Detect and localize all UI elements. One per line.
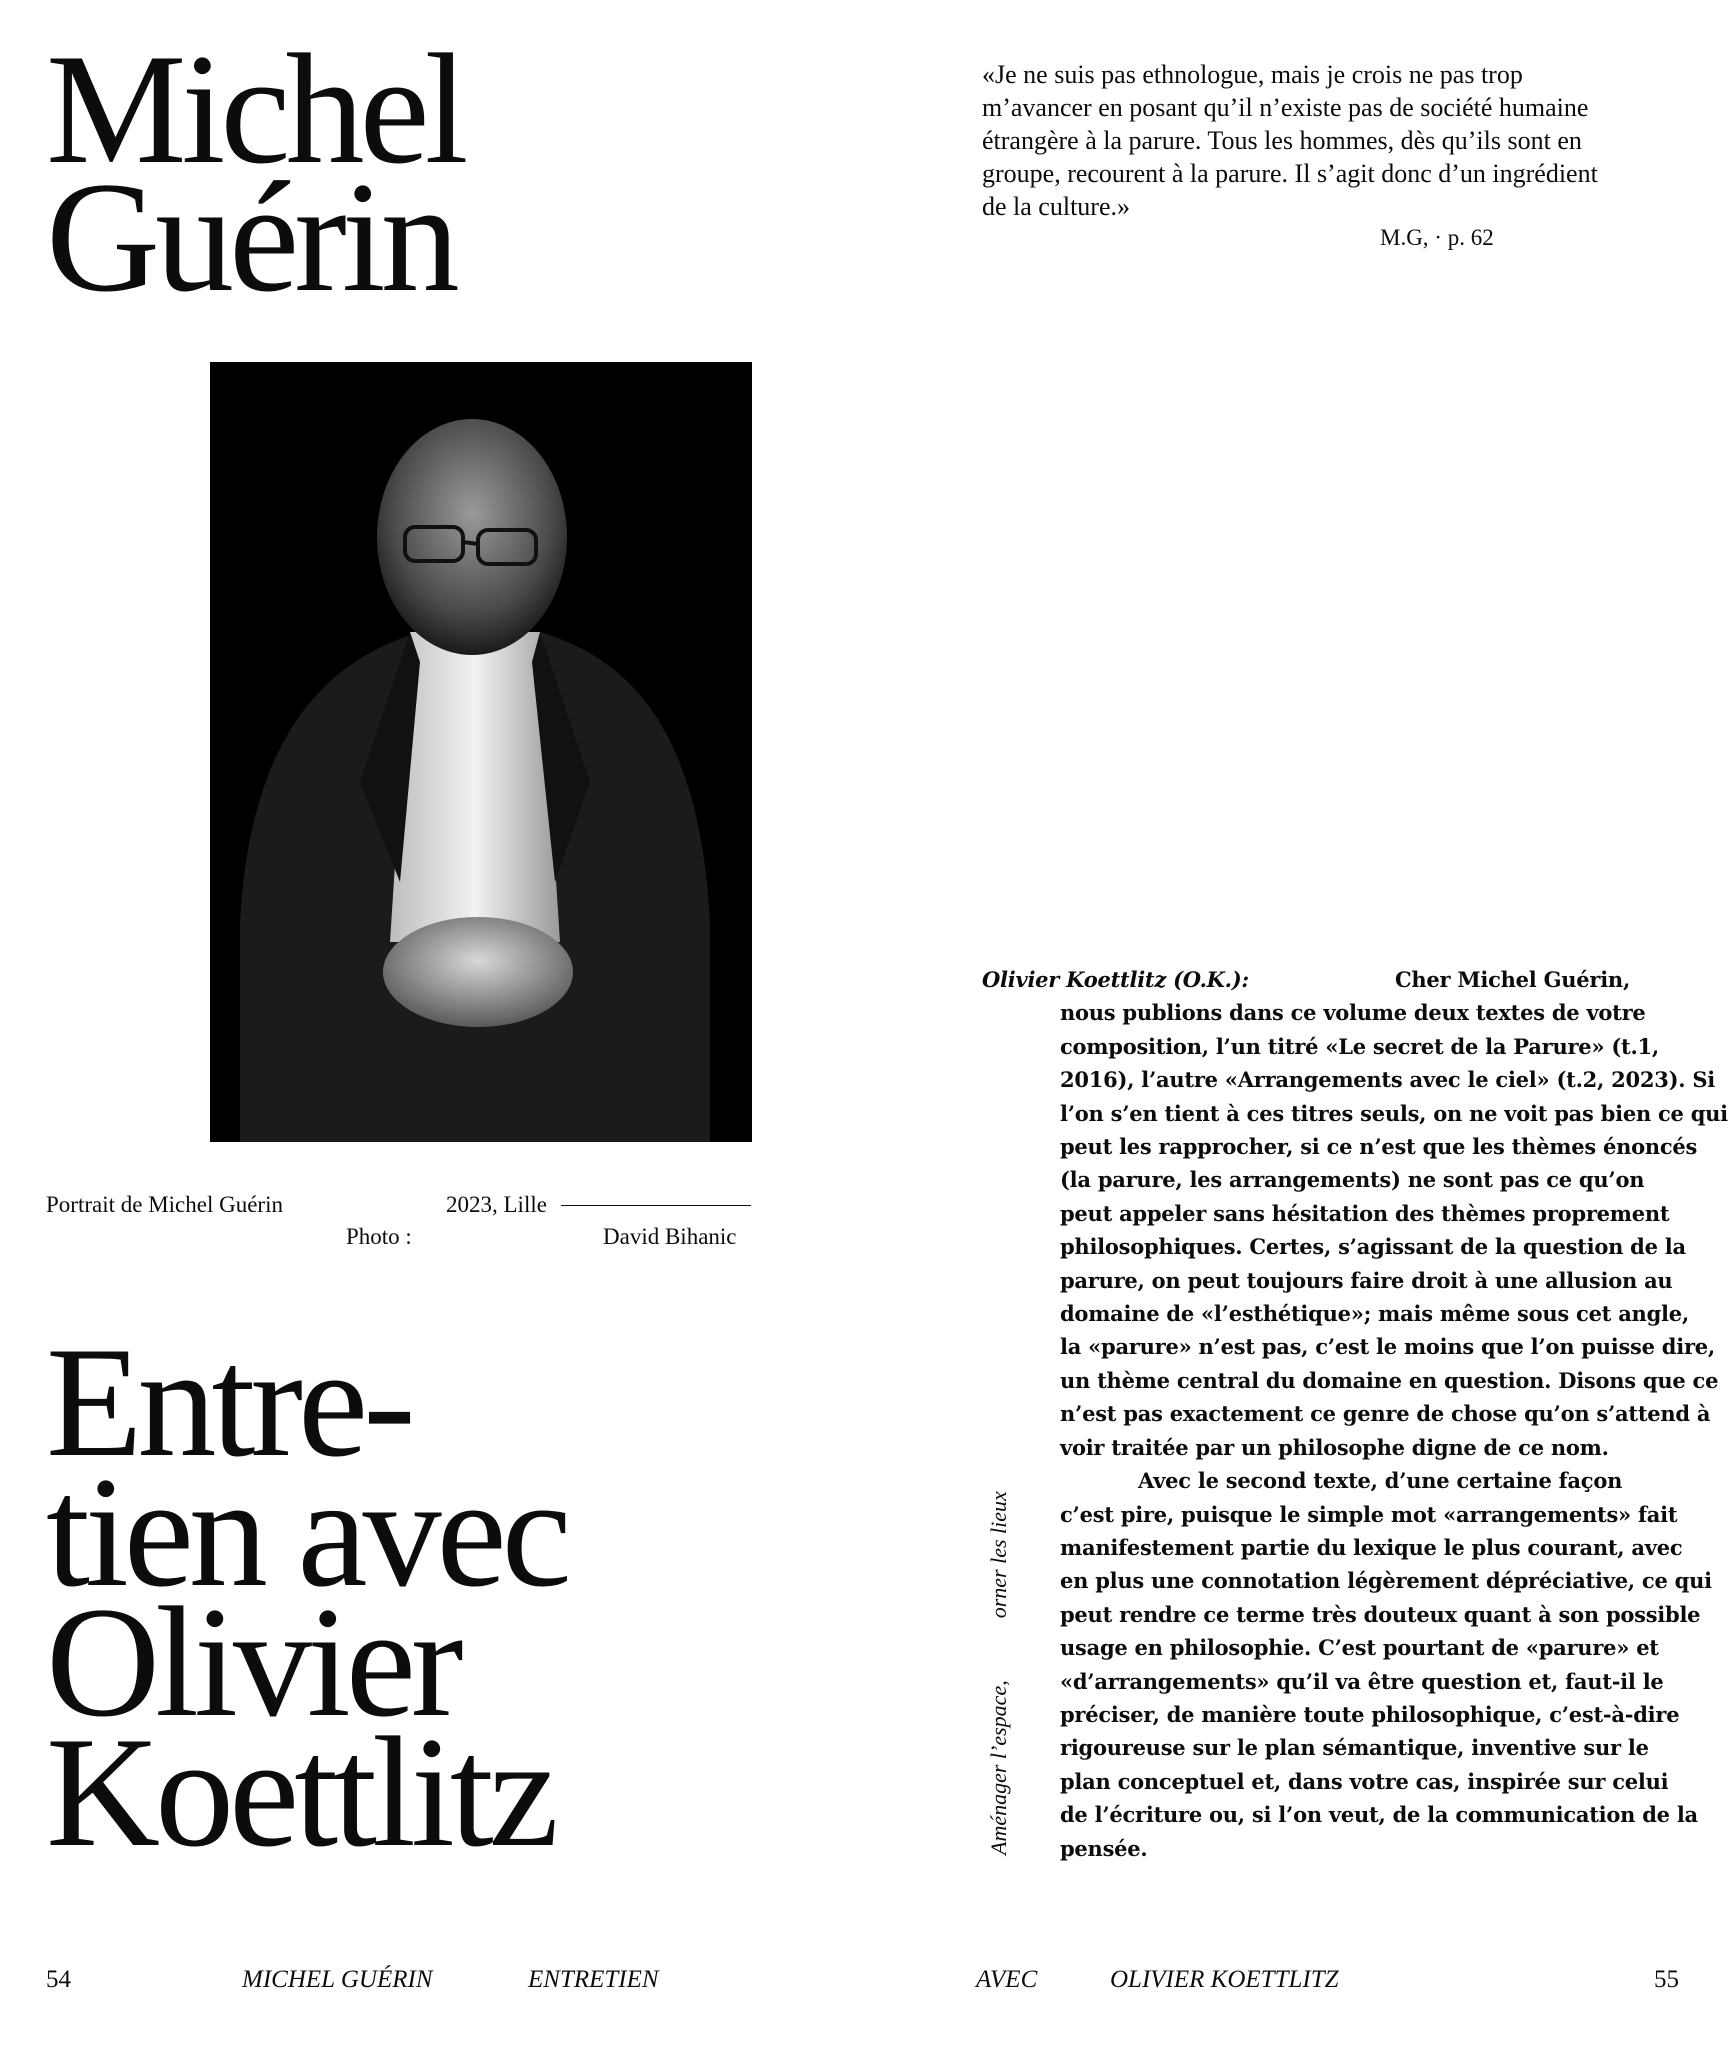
paragraph2-first-line <box>982 1464 1702 1497</box>
running-head-interviewer: OLIVIER KOETTLITZ <box>1110 1966 1339 1993</box>
portrait-illustration <box>210 362 752 1142</box>
portrait-photo <box>210 362 752 1142</box>
body-line: n’est pas exactement ce genre de chose qu’on s’attend à <box>1060 1401 1711 1427</box>
vertical-margin-note <box>986 1491 1012 1855</box>
page-number-left: 54 <box>46 1966 71 1993</box>
running-head-avec: AVEC <box>976 1966 1038 1993</box>
title-line-2: Guérin <box>46 150 455 325</box>
body-line: de l’écriture ou, si l’on veut, de la communication de la <box>1060 1802 1698 1828</box>
body-line: rigoureuse sur le plan sémantique, inventive sur le <box>1060 1735 1649 1761</box>
running-head-author: MICHEL GUÉRIN <box>242 1966 433 1993</box>
body-line: préciser, de manière toute philosophique, c’est-à-dire <box>1060 1701 1680 1727</box>
body-line: la «parure» n’est pas, c’est le moins que l’on puisse dire, <box>1060 1334 1715 1360</box>
caption-rule <box>561 1205 751 1206</box>
body-line: usage en philosophie. C’est pourtant de «parure» et <box>1060 1635 1659 1661</box>
photo-credit-label: Photo : <box>346 1224 412 1249</box>
photo-caption-subject: Portrait de Michel Guérin <box>46 1192 283 1217</box>
epigraph-quote: «Je ne suis pas ethnologue, mais je crois ne pas trop m’avancer en posant qu’il n’existe pas de société humaine étrangère à la parure. Tous les hommes, dès qu’ils sont en groupe, recourent à la parure. Il s’agit donc d’un ingrédient de la culture.» <box>982 60 1598 221</box>
vertical-note-part-2: orner les lieux <box>986 1491 1011 1619</box>
body-line: «d’arrangements» qu’il va être question et, faut-il le <box>1060 1668 1664 1694</box>
interview-title-line-1: Entre- <box>46 1315 411 1490</box>
interview-body <box>982 963 1728 1865</box>
vertical-note-part-1: Aménager l’espace, <box>986 1680 1011 1855</box>
body-line: domaine de «l’esthétique»; mais même sous cet angle, <box>1060 1301 1689 1327</box>
body-line: un thème central du domaine en question. Disons que ce <box>1060 1367 1719 1393</box>
quote-source: M.G, · p. 62 <box>1380 225 1494 250</box>
body-line: peut rendre ce terme très douteux quant à son possible <box>1060 1601 1701 1627</box>
page-number-right: 55 <box>1654 1966 1679 1993</box>
interview-title-line-2: tien avec <box>46 1445 567 1620</box>
salutation: Cher Michel Guérin, <box>1394 967 1631 992</box>
photo-caption-date: 2023, Lille <box>446 1192 547 1217</box>
running-head-entretien: ENTRETIEN <box>528 1966 659 1993</box>
author-name-title <box>46 22 464 325</box>
body-line: manifestement partie du lexique le plus courant, avec <box>1060 1534 1683 1560</box>
body-line: peut appeler sans hésitation des thèmes proprement <box>1060 1200 1670 1226</box>
body-line: (la parure, les arrangements) ne sont pas ce qu’on <box>1060 1167 1645 1193</box>
body-line: peut les rapprocher, si ce n’est que les thèmes énoncés <box>1060 1134 1698 1160</box>
interview-title <box>46 1315 567 1880</box>
body-line: parure, on peut toujours faire droit à une allusion au <box>1060 1267 1673 1293</box>
interview-title-line-4: Koettlitz <box>46 1705 554 1880</box>
body-line-first <box>982 963 1702 996</box>
body-line: philosophiques. Certes, s’agissant de la question de la <box>1060 1234 1686 1260</box>
paragraph2-start: Avec le second texte, d’une certaine façon <box>1138 1468 1623 1494</box>
body-line: plan conceptuel et, dans votre cas, inspirée sur celui <box>1060 1768 1669 1794</box>
body-line: 2016), l’autre «Arrangements avec le ciel» (t.2, 2023). Si <box>1060 1067 1716 1093</box>
title-line-1: Michel <box>46 22 464 197</box>
body-line: c’est pire, puisque le simple mot «arrangements» fait <box>1060 1501 1678 1527</box>
photo-credit-name: David Bihanic <box>603 1224 737 1249</box>
body-line: voir traitée par un philosophe digne de ce nom. <box>1060 1434 1609 1460</box>
body-line: l’on s’en tient à ces titres seuls, on ne voit pas bien ce qui <box>1060 1100 1728 1126</box>
body-line: en plus une connotation légèrement dépréciative, ce qui <box>1060 1568 1712 1594</box>
body-line: composition, l’un titré «Le secret de la Parure» (t.1, <box>1060 1033 1659 1059</box>
body-line: nous publions dans ce volume deux textes de votre <box>1060 1000 1646 1026</box>
speaker-label: Olivier Koettlitz (O.K.): <box>982 967 1249 992</box>
body-line: pensée. <box>1060 1835 1148 1861</box>
interview-title-line-3: Olivier <box>46 1575 459 1750</box>
